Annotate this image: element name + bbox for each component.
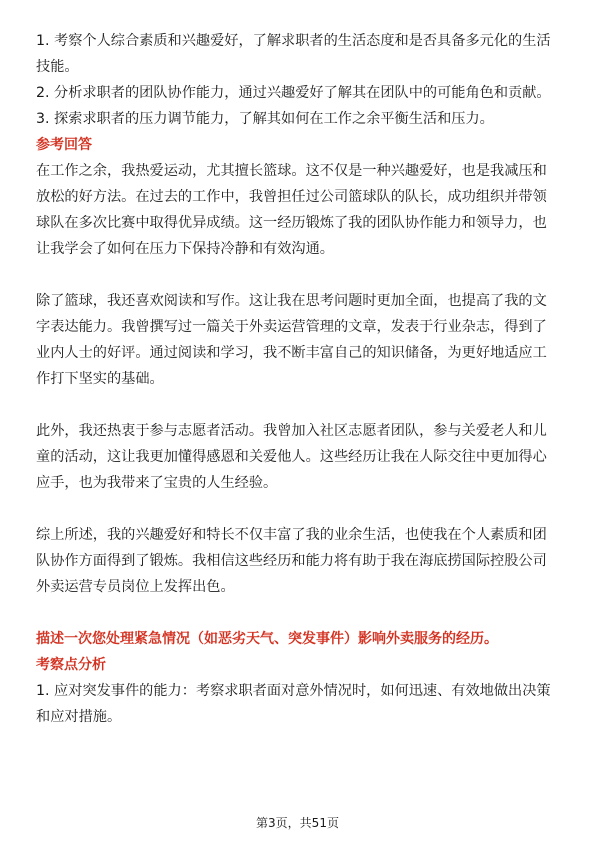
page-number-footer: 第3页，共51页: [256, 816, 339, 830]
text-line: 字表达能力。我曾撰写过一篇关于外卖运营管理的文章，发表于行业杂志，得到了: [36, 319, 547, 335]
paragraph-gap: [36, 496, 566, 522]
text-line: 2. 分析求职者的团队协作能力，通过兴趣爱好了解其在团队中的可能角色和贡献。: [36, 85, 551, 101]
text-line: 让我学会了如何在压力下保持冷静和有效沟通。: [36, 241, 334, 257]
text-line: 1. 考察个人综合素质和兴趣爱好，了解求职者的生活态度和是否具备多元化的生活: [36, 33, 551, 49]
analysis-point-1: [36, 678, 566, 730]
text-line: 除了篮球，我还喜欢阅读和写作。这让我在思考问题时更加全面，也提高了我的文: [36, 293, 547, 309]
text-line: 技能。: [36, 59, 79, 75]
document-page: [36, 28, 566, 730]
reference-answer-heading: 参考回答: [36, 137, 92, 153]
text-line: 业内人士的好评。通过阅读和学习，我不断丰富自己的知识储备，为更好地适应工: [36, 345, 547, 361]
answer-paragraph-2: [36, 288, 566, 392]
text-line: 和应对措施。: [36, 709, 122, 725]
text-line: 球队在多次比赛中取得优异成绩。这一经历锻炼了我的团队协作能力和领导力，也: [36, 215, 547, 231]
intro-point-1: [36, 28, 566, 80]
text-line: 3. 探索求职者的压力调节能力，了解其如何在工作之余平衡生活和压力。: [36, 111, 494, 127]
text-line: 作打下坚实的基础。: [36, 371, 164, 387]
intro-point-3: [36, 106, 566, 132]
text-line: 队协作方面得到了锻炼。我相信这些经历和能力将有助于我在海底捞国际控股公司: [36, 553, 547, 569]
text-line: 童的活动，这让我更加懂得感恩和关爱他人。这些经历让我在人际交往中更加得心: [36, 449, 547, 465]
next-question-title: 描述一次您处理紧急情况（如恶劣天气、突发事件）影响外卖服务的经历。: [36, 631, 498, 647]
text-line: 外卖运营专员岗位上发挥出色。: [36, 579, 235, 595]
answer-paragraph-1: [36, 158, 566, 262]
paragraph-gap: [36, 600, 566, 626]
text-line: 放松的好方法。在过去的工作中，我曾担任过公司篮球队的队长，成功组织并带领: [36, 189, 547, 205]
text-line: 应手，也为我带来了宝贵的人生经验。: [36, 475, 278, 491]
paragraph-gap: [36, 262, 566, 288]
text-line: 此外，我还热衷于参与志愿者活动。我曾加入社区志愿者团队，参与关爱老人和儿: [36, 423, 547, 439]
text-line: 1. 应对突发事件的能力：考察求职者面对意外情况时，如何迅速、有效地做出决策: [36, 683, 551, 699]
text-line: 在工作之余，我热爱运动，尤其擅长篮球。这不仅是一种兴趣爱好，也是我减压和: [36, 163, 547, 179]
analysis-heading: 考察点分析: [36, 657, 106, 673]
answer-paragraph-4: [36, 522, 566, 600]
paragraph-gap: [36, 392, 566, 418]
answer-paragraph-3: [36, 418, 566, 496]
intro-point-2: [36, 80, 566, 106]
text-line: 综上所述，我的兴趣爱好和特长不仅丰富了我的业余生活，也使我在个人素质和团: [36, 527, 547, 543]
